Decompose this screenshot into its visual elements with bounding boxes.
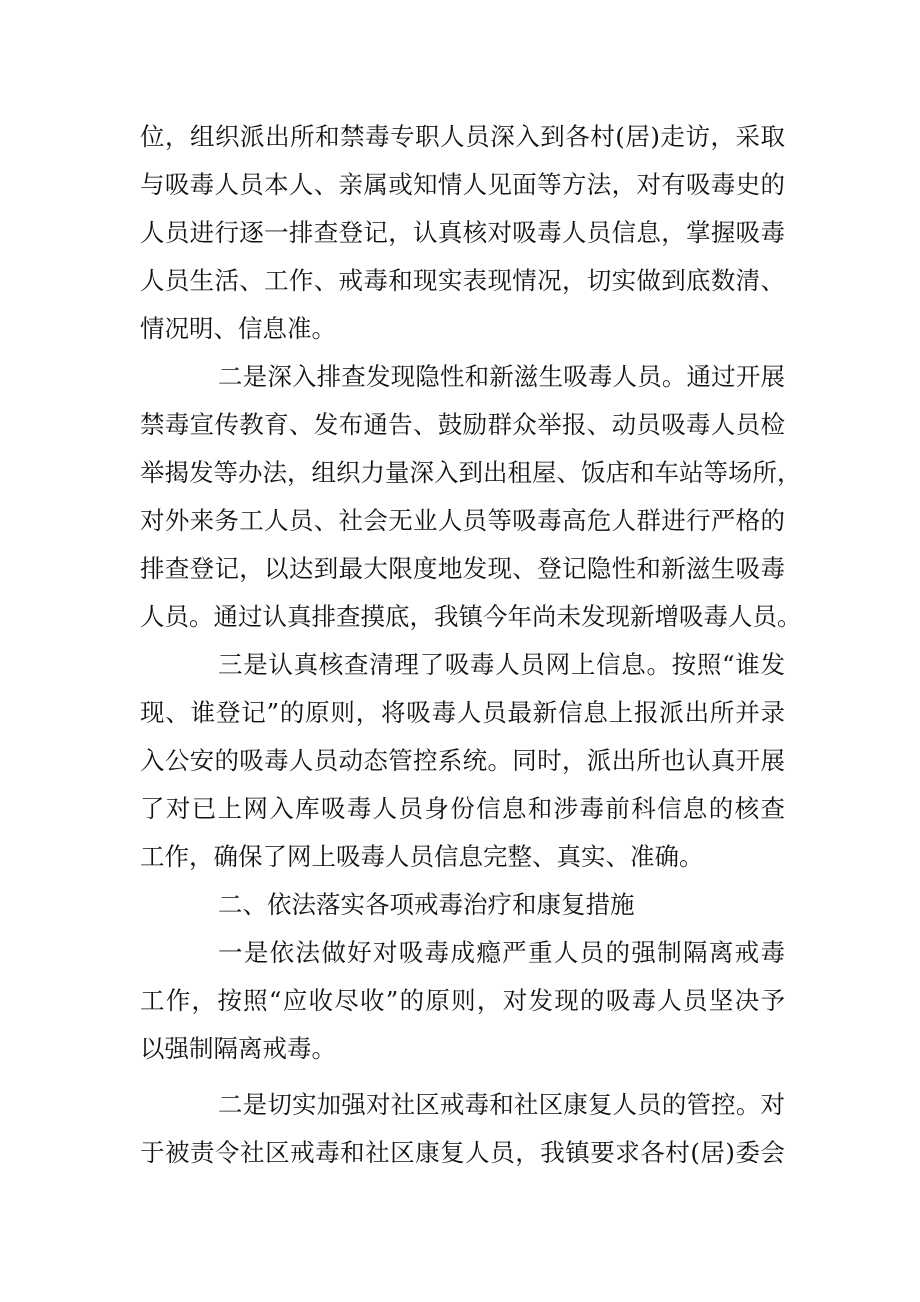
- paragraph-compulsory-rehab: [140, 929, 785, 1073]
- text-line: 人员。通过认真排查摸底，我镇今年尚未发现新增吸毒人员。: [140, 602, 802, 631]
- text-line: 工作，确保了网上吸毒人员信息完整、真实、准确。: [140, 842, 704, 871]
- text-line: 了对已上网入库吸毒人员身份信息和涉毒前科信息的核查: [140, 794, 785, 823]
- text-line: 入公安的吸毒人员动态管控系统。同时，派出所也认真开展: [140, 746, 785, 775]
- text-line: 二是深入排查发现隐性和新滋生吸毒人员。通过开展: [218, 362, 785, 391]
- text-line: 举揭发等办法，组织力量深入到出租屋、饭店和车站等场所，: [140, 458, 802, 487]
- text-line: 排查登记，以达到最大限度地发现、登记隐性和新滋生吸毒: [140, 554, 785, 583]
- document-body: [140, 113, 802, 1177]
- paragraph-hidden-users: [140, 353, 802, 641]
- text-line: 工作，按照“应收尽收”的原则，对发现的吸毒人员坚决予: [140, 986, 785, 1015]
- paragraph-community-control: [140, 1081, 785, 1177]
- text-line: 二是切实加强对社区戒毒和社区康复人员的管控。对: [218, 1090, 785, 1119]
- section-heading-text: 二、依法落实各项戒毒治疗和康复措施: [218, 890, 635, 919]
- text-line: 人员进行逐一排查登记，认真核对吸毒人员信息，掌握吸毒: [140, 218, 785, 247]
- paragraph-online-info: [140, 641, 785, 881]
- text-line: 与吸毒人员本人、亲属或知情人见面等方法，对有吸毒史的: [140, 170, 785, 199]
- text-line: 情况明、信息准。: [140, 314, 336, 343]
- text-line: 人员生活、工作、戒毒和现实表现情况，切实做到底数清、: [140, 266, 785, 295]
- text-line: 以强制隔离戒毒。: [140, 1034, 336, 1063]
- text-line: 位，组织派出所和禁毒专职人员深入到各村(居)走访，采取: [140, 122, 785, 151]
- text-line: 于被责令社区戒毒和社区康复人员，我镇要求各村(居)委会: [140, 1138, 785, 1167]
- section-heading: [140, 881, 785, 929]
- text-line: 三是认真核查清理了吸毒人员网上信息。按照“谁发: [218, 650, 785, 679]
- text-line: 对外来务工人员、社会无业人员等吸毒高危人群进行严格的: [140, 506, 785, 535]
- paragraph-gap: [140, 1073, 785, 1081]
- text-line: 现、谁登记”的原则，将吸毒人员最新信息上报派出所并录: [140, 698, 785, 727]
- paragraph-household-visits: [140, 113, 785, 353]
- text-line: 禁毒宣传教育、发布通告、鼓励群众举报、动员吸毒人员检: [140, 410, 785, 439]
- text-line: 一是依法做好对吸毒成瘾严重人员的强制隔离戒毒: [218, 938, 785, 967]
